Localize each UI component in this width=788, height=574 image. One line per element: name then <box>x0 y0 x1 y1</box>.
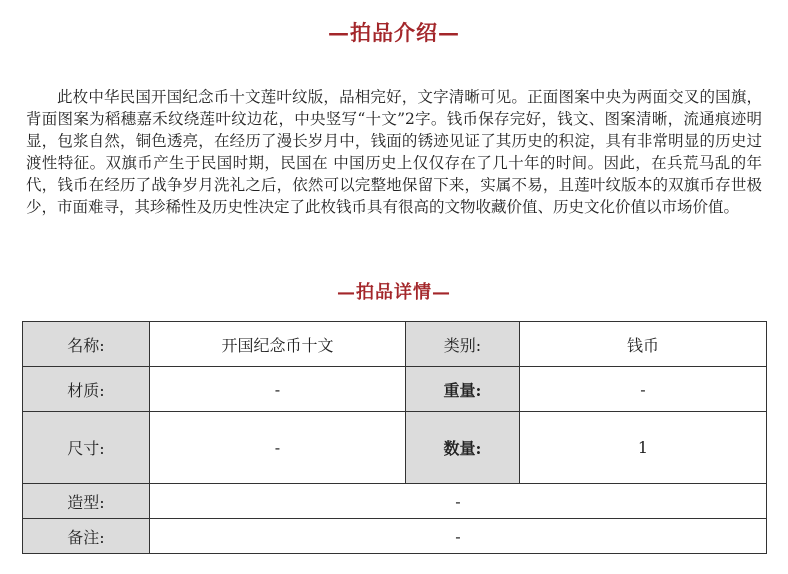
size-label: 尺寸: <box>23 412 150 484</box>
table-row <box>23 367 767 412</box>
category-value: 钱币 <box>520 322 767 367</box>
section-title-details: —拍品详情— <box>337 282 451 303</box>
table-row <box>23 412 767 484</box>
table-row <box>23 519 767 554</box>
weight-label: 重量: <box>406 367 520 412</box>
intro-paragraph: 此枚中华民国开国纪念币十文莲叶纹版，品相完好，文字清晰可见。正面图案中央为两面交叉的国旗，背面图案为稻穗嘉禾纹绕莲叶纹边花，中央竖写“十文”2字。钱币保存完好，钱文、图案清晰，流通痕迹明显，包浆自然，铜色透亮，在经历了漫长岁月中，钱面的锈迹见证了其历史的积淀，具有非常明显的历史过渡性特征。双旗币产生于民国时期，民国在 中国历史上仅仅存在了几十年的时间。因此，在兵荒马乱的年代，钱币在经历了战争岁月洗礼之后，依然可以完整地保留下来，实属不易，且莲叶纹版本的双旗币存世极少，市面难寻，其珍稀性及历史性决定了此枚钱币具有很高的文物收藏价值、历史文化价值以市场价值。 <box>26 88 762 216</box>
weight-value: - <box>520 367 767 412</box>
quantity-label: 数量: <box>406 412 520 484</box>
material-value: - <box>150 367 406 412</box>
details-table <box>22 321 767 554</box>
quantity-value: 1 <box>520 412 767 484</box>
size-value: - <box>150 412 406 484</box>
section-title-intro: —拍品介绍— <box>328 20 460 45</box>
shape-value: - <box>150 484 767 519</box>
table-row <box>23 484 767 519</box>
note-value: - <box>150 519 767 554</box>
note-label: 备注: <box>23 519 150 554</box>
shape-label: 造型: <box>23 484 150 519</box>
material-label: 材质: <box>23 367 150 412</box>
category-label: 类别: <box>406 322 520 367</box>
name-label: 名称: <box>23 322 150 367</box>
name-value: 开国纪念币十文 <box>150 322 406 367</box>
table-row <box>23 322 767 367</box>
